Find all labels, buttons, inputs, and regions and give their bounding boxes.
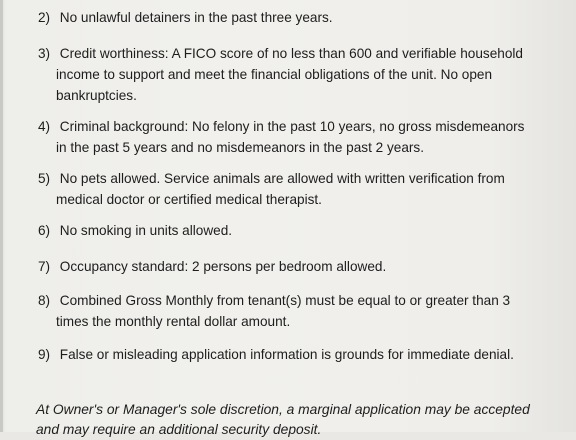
item-number: 2)	[38, 10, 51, 25]
item-text: Combined Gross Monthly from tenant(s) must be equal to or greater than 3	[59, 293, 511, 308]
item-text-continued: in the past 5 years and no misdemeanors in the past 2 years.	[56, 140, 424, 155]
item-text: No unlawful detainers in the past three years.	[59, 10, 333, 25]
criteria-item-9	[38, 344, 558, 365]
page-edge	[0, 0, 3, 432]
note-line: and may require an additional security deposit.	[36, 422, 322, 437]
criteria-item-6	[38, 220, 558, 241]
note-line: At Owner's or Manager's sole discretion, a marginal application may be accepted	[36, 402, 530, 417]
item-number: 4)	[38, 119, 51, 134]
item-text-continued: medical doctor or certified medical therapist.	[56, 192, 322, 207]
discretion-note	[36, 400, 566, 440]
item-number: 3)	[38, 46, 51, 61]
criteria-item-2	[38, 7, 558, 28]
item-number: 9)	[38, 347, 51, 362]
item-text: No pets allowed. Service animals are allowed with written verification from	[59, 171, 505, 186]
criteria-item-4	[38, 116, 558, 158]
item-number: 6)	[38, 223, 51, 238]
item-text: Occupancy standard: 2 persons per bedroom allowed.	[59, 259, 387, 274]
item-text-continued: income to support and meet the financial obligations of the unit. No open	[56, 67, 493, 82]
criteria-item-7	[38, 256, 558, 277]
item-text: False or misleading application information is grounds for immediate denial.	[59, 347, 514, 362]
criteria-item-5	[38, 168, 558, 210]
item-text: No smoking in units allowed.	[59, 223, 233, 238]
item-text: Credit worthiness: A FICO score of no less than 600 and verifiable household	[59, 46, 523, 61]
item-number: 8)	[38, 293, 51, 308]
item-text: Criminal background: No felony in the past 10 years, no gross misdemeanors	[59, 119, 525, 134]
item-text-continued: bankruptcies.	[56, 88, 137, 103]
criteria-item-8	[38, 290, 558, 332]
item-text-continued: times the monthly rental dollar amount.	[56, 314, 291, 329]
item-number: 7)	[38, 259, 51, 274]
criteria-item-3	[38, 43, 558, 106]
item-number: 5)	[38, 171, 51, 186]
